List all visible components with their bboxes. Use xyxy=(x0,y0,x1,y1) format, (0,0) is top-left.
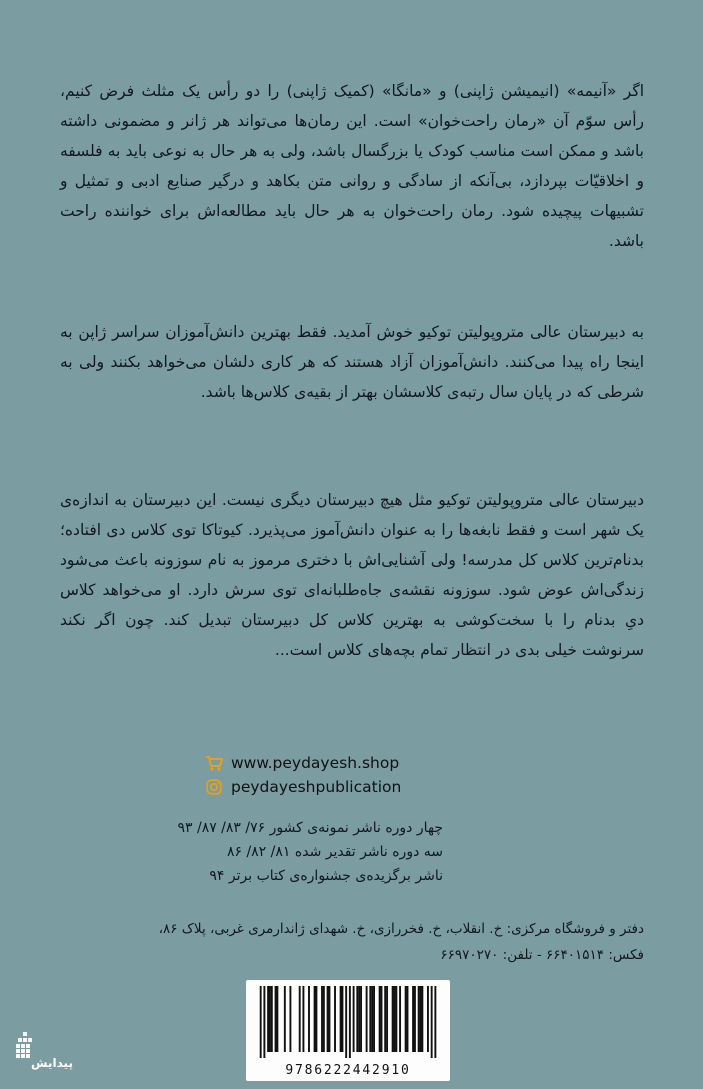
description-text: دبیرستان عالی متروپولیتن توکیو مثل هیچ دبیرستان دیگری نیست. این دبیرستان به اندازه‌ی یک شهر است و فقط نابغه‌ها را به عنوان دانش‌آموز می‌پذیرد. کیوتاکا توی کلاس دی افتاده؛ بدنام‌ترین کلاس کل مدرسه! ولی آشنایی‌اش با دختری مرموز به نام سوزونه باعث می‌شود زندگی‌اش عوض شود. سوزونه نقشه‌ی جاه‌طلبانه‌ای توی سرش دارد. او می‌خواهد کلاس دیِ بدنام را با سخت‌کوشی به بهترین کلاس کل دبیرستان تبدیل کند. چون اگر نکند سرنوشت خیلی بدی در انتظار تمام بچه‌های کلاس است... xyxy=(60,491,644,659)
website-row[interactable] xyxy=(205,751,445,775)
barcode-bar xyxy=(299,986,301,1052)
barcode-bar xyxy=(358,986,360,1052)
description-paragraph-2 xyxy=(60,317,644,407)
barcode-bar xyxy=(327,986,329,1052)
barcode-bar xyxy=(386,986,388,1052)
barcode-bar xyxy=(412,986,414,1052)
address-line: دفتر و فروشگاه مرکزی: خ. انقلاب، خ. فخررازی، خ. شهدای ژاندارمری غربی، پلاک ۸۶، xyxy=(158,921,644,937)
barcode-bar xyxy=(405,986,407,1052)
barcode-bar xyxy=(399,986,401,1052)
barcode-bar xyxy=(395,986,397,1052)
barcode-bar xyxy=(260,986,262,1058)
instagram-row[interactable] xyxy=(205,775,445,799)
barcode-bar xyxy=(340,986,342,1052)
instagram-icon xyxy=(205,778,223,796)
barcode-bar xyxy=(356,986,358,1052)
cart-icon xyxy=(205,754,223,772)
barcode-bar xyxy=(414,986,416,1052)
award-line: چهار دوره ناشر نمونه‌ی کشور ۷۶/ ۸۳/ ۸۷/ ۹۳ xyxy=(177,820,443,836)
barcode-bar xyxy=(334,986,336,1052)
contact-line: فکس: ۶۶۴۰۱۵۱۴ - تلفن: ۶۶۹۷۰۲۷۰ xyxy=(440,947,644,963)
barcode-bar xyxy=(328,986,330,1052)
barcode-bar xyxy=(271,986,273,1052)
barcode-bar xyxy=(314,986,316,1052)
barcode-bar xyxy=(427,986,429,1052)
barcode-bar xyxy=(308,986,310,1052)
barcode-bar xyxy=(323,986,325,1052)
publisher-awards xyxy=(150,816,443,888)
barcode-bar xyxy=(276,986,278,1052)
barcode-bar xyxy=(289,986,291,1052)
barcode-bar xyxy=(392,986,394,1052)
logo-cube-icon xyxy=(8,1020,78,1060)
barcode-bar xyxy=(341,986,343,1052)
barcode-bar xyxy=(420,986,422,1052)
barcode-bar xyxy=(269,986,271,1052)
barcode-bar xyxy=(369,986,371,1052)
website-link[interactable]: www.peydayesh.shop xyxy=(231,754,400,772)
isbn-barcode xyxy=(246,980,450,1081)
barcode-bar xyxy=(321,986,323,1052)
barcode-digits: 9786222442910 xyxy=(285,1063,411,1078)
barcode-bar xyxy=(418,986,420,1052)
barcode-bar xyxy=(421,986,423,1052)
barcode-bar xyxy=(371,986,373,1052)
barcode-bar xyxy=(431,986,433,1058)
award-line: ناشر برگزیده‌ی جشنواره‌ی کتاب برتر ۹۴ xyxy=(209,868,443,884)
barcode-bar xyxy=(284,986,286,1052)
barcode-bar xyxy=(345,986,347,1058)
barcode-bar xyxy=(263,986,265,1058)
publisher-logo xyxy=(8,1020,78,1080)
barcode-bar xyxy=(302,986,304,1052)
description-text: به دبیرستان عالی متروپولیتن توکیو خوش آمدید. فقط بهترین دانش‌آموزان سراسر ژاپن به اینجا راه پیدا می‌کنند. دانش‌آموزان آزاد هستند که هر کاری دلشان می‌خواهد بکنند ولی به شرطی که در پایان سال رتبه‌ی کلاسشان بهتر از بقیه‌ی کلاس‌ها باشد. xyxy=(60,323,644,401)
instagram-handle[interactable]: peydayeshpublication xyxy=(231,778,402,796)
barcode-bar xyxy=(353,986,355,1052)
barcode-bar xyxy=(366,986,368,1052)
barcode-bar xyxy=(434,986,436,1058)
publisher-address xyxy=(60,916,644,968)
barcode-bar xyxy=(267,986,269,1052)
barcode-bar xyxy=(373,986,375,1052)
barcode-bars xyxy=(256,986,440,1058)
publisher-name: پیدایش xyxy=(31,1056,73,1070)
barcode-bar xyxy=(379,986,381,1052)
barcode-bar xyxy=(360,986,362,1052)
barcode-bar xyxy=(384,986,386,1052)
barcode-bar xyxy=(315,986,317,1052)
barcode-bar xyxy=(407,986,409,1052)
barcode-bar xyxy=(381,986,383,1052)
barcode-bar xyxy=(394,986,396,1052)
description-paragraph-1 xyxy=(60,76,644,256)
barcode-bar xyxy=(349,986,351,1058)
description-text: اگر «آنیمه» (انیمیشن ژاپنی) و «مانگا» (کمیک ژاپنی) را دو رأس یک مثلث فرض کنیم، رأس سوّم آن «رمان راحت‌خوان» است. این رمان‌ها می‌تواند هر ژانر و مضمونی داشته باشد و ممکن است مناسب کودک یا بزرگسال باشد، ولی به هر حال به نوعی باید به فلسفه و اخلاقیّات بپردازد، بی‌آنکه از سادگی و روانی متن بکاهد و درگیر صنایع ادبی و تمثیل و تشبیهات پیچیده شود. رمان راحت‌خوان به هر حال باید مطالعه‌اش برای خواننده راحت باشد. xyxy=(60,82,644,250)
description-paragraph-3 xyxy=(60,485,644,665)
award-line: سه دوره ناشر تقدیر شده ۸۱/ ۸۲/ ۸۶ xyxy=(226,844,443,860)
barcode-bar xyxy=(275,986,277,1052)
